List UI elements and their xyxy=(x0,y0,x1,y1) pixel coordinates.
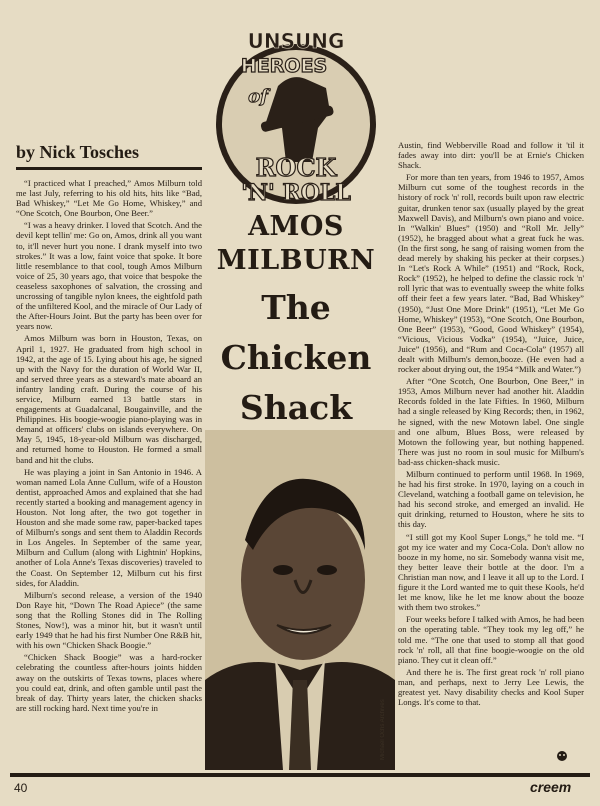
logo-line3: of xyxy=(248,86,268,107)
article-column-left xyxy=(16,178,202,715)
paragraph: “I practiced what I preached,” Amos Milburn told me last July, referring to his old hits, hits like “Bad, Bad Whiskey,” “Let Me Go Home, Whiskey,” and “One Scotch, One Bourbon, One Beer.” xyxy=(16,178,202,219)
end-mark-icon xyxy=(556,750,568,762)
article-title-line3: Shack xyxy=(239,388,353,427)
paragraph: After “One Scotch, One Bourbon, One Beer,” in 1953, Amos Milburn never had another hit. Aladdin Records folded in the late Fifties. In 1960, Milburn had a single released by King Records; then, in 1962, he signed, with the new Motown label. One single and one album, Blues Boss, were released by Motown the following year, but nothing happened. There was just no room in soul music for Milburn's bad-ass chicken-shack music. xyxy=(398,376,584,467)
logo-line1: UNSUNG xyxy=(247,29,345,53)
footer-rule xyxy=(10,773,590,777)
byline: by Nick Tosches xyxy=(16,142,202,170)
article-title-line2: Chicken xyxy=(220,338,372,377)
paragraph: Milburn's second release, a version of the 1940 Don Raye hit, “Down The Road Apiece” (the same song that the Rolling Stones did in The Rolling Stones, Now!), was a minor hit, but it wasn't until early 1949 that he had his first Number One R&B hit, with his own “Chicken Shack Boogie.” xyxy=(16,589,202,651)
paragraph: And there he is. The first great rock 'n' roll piano man, and perhaps, next to Jerry Lee Lewis, the greatest yet. Navy disability checks and Kool Super Longs. It's come to that. xyxy=(398,666,584,708)
subject-name-line2: MILBURN xyxy=(216,245,376,276)
subject-name-line1: AMOS xyxy=(248,211,344,242)
page-number: 40 xyxy=(14,781,28,795)
logo-line4: ROCK xyxy=(255,153,337,182)
paragraph: Four weeks before I talked with Amos, he had been on the operating table. “They took my leg off,” he told me. “The one that used to stomp all that good rock 'n' roll, all that fine boogie-woogie on the old piano. They cut it clean off.” xyxy=(398,614,584,665)
portrait-photo xyxy=(205,430,395,770)
article-title-line1: The xyxy=(261,288,331,327)
paragraph: For more than ten years, from 1946 to 1957, Amos Milburn cut some of the toughest records in the history of rock 'n' roll, records built upon raw electric guitar, drunken tenor sax (usually played by the great Maxwell Davis), and Milburn's own piano and voice. In “Walkin' Blues” (1950) and “Roll Mr. Jelly” (1952), he bragged about what a great fuck he was. (In the first song, he sang of raising women from the dead merely by shaking his pecker at their corpses.) In “Let's Rock A While” (1951) and “Rock, Rock, Rock” (1952), he helped to define the classic rock 'n' roll lyric that was to eventually sweep the white folks off their feet a few years later. “Bad, Bad Whiskey” (1950), “Just One More Drink” (1951), “Let Me Go Home, Whiskey” (1953), “One Scotch, One Bourbon, One Beer” (1953), “Good, Good Whiskey” (1954), “Vicious, Vicious Vodka” (1954), “Juice, Juice, Juice” (1956), and “Rum and Coca-Cola” (1957) all dealt with Milburn's demon,booze. (He even had a rocker about drying out, the 1954 “Milk and Water.”) xyxy=(398,172,584,375)
logo-line5: 'N' ROLL xyxy=(241,180,351,206)
paragraph: “I was a heavy drinker. I loved that Scotch. And the devil kept tellin' me: Go on, Amos, drink all you want to, it'll never hurt you none. I drank myself into two strokes.” It was a low, faint voice that spoke. It bore little resemblance to that cool, tough Amos Milburn voice of 25, 30 years ago, that voice that bespoke the ceaseless saxophones of salvation, the crossing and uncrossing of tangible nylon knees, the eightfold path of the unfiltered Kool, and the miracle of Our Lady of the After-Hours Joint. But the party has been over for years now. xyxy=(16,220,202,332)
paragraph: “Chicken Shack Boogie” was a hard-rocker celebrating the countless after-hours joints hidden away on the outskirts of Texas towns, places where you could eat, drink, and often gamble until past the break of day. Thirty years later, the chicken shacks are still rocking hard. Next time you're in xyxy=(16,652,202,713)
paragraph: Amos Milburn was born in Houston, Texas, on April 1, 1927. He graduated from high school in 1942, at the age of 15. Lying about his age, he signed up with the Navy for the duration of World War II, and served three years as a steward's mate aboard an infantry landing craft. During the course of his service, Milburn earned 13 battle stars in engagements at Guadalcanal, Bougainville, and the Philippines. His boogie-woogie piano-playing was in demand at officers' clubs on islands everywhere. On May 5, 1945, 18-year-old Milburn was discharged, and returned home to Houston. He formed a small band and hit the clubs. xyxy=(16,333,202,465)
paragraph: “I still got my Kool Super Longs,” he told me. “I got my ice water and my Coca-Cola. Don't allow no booze in my home, no sir. Somebody wanna visit me, they better leave their bottle at the door. I'm a Christian man now, and I leave it all up to the Lord. I figure it the Lord wanted me to quit these Kools, he'd let me know, like he let me know about the booze with them two strokes.” xyxy=(398,531,584,613)
paragraph: Milburn continued to perform until 1968. In 1969, he had his first stroke. In 1970, laying on a couch in Cleveland, watching a football game on television, he had his second stroke, and emerged an invalid. He quit drinking, returned to Houston, where he sits to this day. xyxy=(398,469,584,530)
logo-line2: HEROES xyxy=(240,55,328,77)
paragraph: Austin, find Webberville Road and follow it 'til it fades away into dirt: you'll be at Ernie's Chicken Shack. xyxy=(398,140,584,171)
article-column-right xyxy=(398,140,584,709)
unsung-heroes-logo xyxy=(208,28,384,206)
portrait-illustration xyxy=(205,430,395,770)
magazine-logo: creem xyxy=(530,779,572,795)
photo-credit: Michael Ochs Archives xyxy=(380,699,386,760)
paragraph: He was playing a joint in San Antonio in 1946. A woman named Lola Anne Cullum, wife of a Houston dentist, approached Amos and explained that she had recently started a booking and management agency in Houston. Not long after, the two got together in Houston and she made some raw, paper-backed tapes of Milburn's songs and sent them to Aladdin Records in Los Angeles. In September of the same year, Milburn and Cullum (along with Lightnin' Hopkins, another of Lola Anne's Texas discoveries) traveled to the Coast. On September 12, Milburn cut his first sides, for Aladdin. xyxy=(16,466,202,588)
